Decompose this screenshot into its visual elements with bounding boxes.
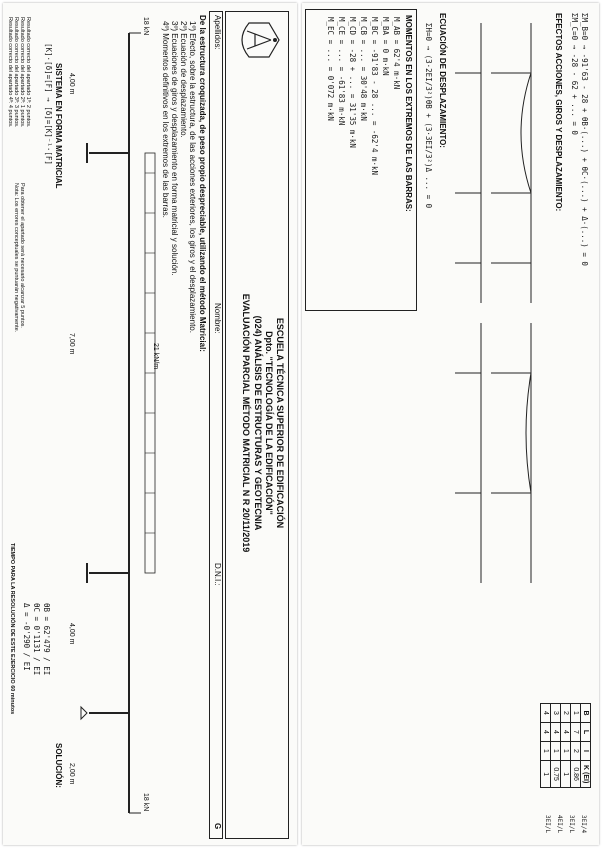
- equation-moment-b: ΣM_B=0 → -91'63 - 28 + θB·(...) + θC·(...) + Δ·(...) = 0: [580, 13, 589, 266]
- table-side-1: 3EI/4: [580, 815, 587, 834]
- fields-row: [209, 11, 223, 839]
- solution-theta-c: θC = 0'1131 / EI: [32, 603, 41, 676]
- solution-label: SOLUCIÓN:: [54, 743, 63, 788]
- group-field: G: [213, 823, 222, 830]
- table-cell: 7: [571, 723, 581, 742]
- equation-moment-c: ΣM_C=0 → -28 - 62 + ... = 0: [570, 13, 579, 135]
- table-cell: 1: [561, 742, 571, 761]
- table-row: [541, 704, 551, 788]
- task-4: 4º) Momentos definitivos en los extremos de las barras.: [161, 21, 170, 218]
- evaluation-title: EVALUACIÓN PARCIAL MÉTODO MATRICIAL N R 20/11/2019: [241, 293, 251, 553]
- solution-theta-b: θB = 62'479 / EI: [42, 603, 51, 676]
- moment-cb: M_CB = ... = 30'48 m·kN: [359, 17, 368, 121]
- moment-ba: M_BA = 0 m·kN: [381, 17, 390, 76]
- point-load-right: 18 kN: [142, 793, 149, 812]
- moment-bc: M_BC = -91'83 - 28 ... = -62'4 m·kN: [370, 17, 379, 176]
- dni-field[interactable]: D.N.I.:: [213, 563, 222, 586]
- table-side-2: 3EI/L: [568, 815, 575, 834]
- effects-section-title: EFECTOS ACCIONES, GIROS Y DESPLAZAMIENTO:: [554, 13, 563, 212]
- effects-sketch: [451, 13, 551, 593]
- displacement-section-title: ECUACIÓN DE DESPLAZAMIENTO:: [438, 13, 447, 148]
- table-cell: 2: [571, 742, 581, 761]
- table-side-3: 4EI/L: [556, 815, 563, 834]
- moment-ec: M_EC = ... = 0'072 m·kN: [326, 17, 335, 121]
- table-header-stiffness: K (EI): [581, 761, 591, 788]
- scoring-1: Resultado correcto del apartado 1º: 2 puntos.: [25, 17, 31, 128]
- stiffness-table: [540, 703, 591, 788]
- structure-diagram: [79, 13, 159, 843]
- name-field[interactable]: Nombre:: [213, 303, 222, 334]
- exam-statement-page: [3, 3, 297, 845]
- dim-span-1: 4,00 m: [68, 73, 75, 95]
- table-cell: 0.86: [571, 761, 581, 788]
- table-cell: 1: [561, 761, 571, 788]
- exam-statement-content: [3, 3, 297, 845]
- university-logo-icon: [233, 17, 283, 63]
- moment-ce: M_CE = ... = -61'83 m·kN: [337, 17, 346, 126]
- table-side-4: 3EI/L: [544, 815, 551, 834]
- scoring-3: Resultado correcto del apartado 3º: 3 puntos.: [13, 17, 19, 128]
- dim-span-4: 2,00 m: [68, 763, 75, 785]
- table-header-length: L: [581, 723, 591, 742]
- table-header-inertia: I: [581, 742, 591, 761]
- task-1: 1º) Efecto, sobre la estructura, de las acciones exteriores, los giros y el desplazamiento.: [188, 21, 197, 333]
- task-3: 3º) Ecuaciones de giros y desplazamiento en forma matricial y solución.: [170, 21, 179, 276]
- table-cell: 4: [561, 723, 571, 742]
- surnames-field[interactable]: Apellidos:: [213, 15, 222, 50]
- point-load-left: 18 kN: [142, 17, 149, 36]
- school-name: ESCUELA TÉCNICA SUPERIOR DE EDIFICACIÓN: [275, 317, 285, 529]
- table-header-bar: B: [581, 704, 591, 723]
- distributed-load-label: 21 kN/m: [152, 343, 159, 370]
- displacement-equation: ΣH=0 → (3·2EI/3²)θB + (3·3EI/3²)Δ ... = 0: [424, 23, 433, 209]
- solution-page: [302, 3, 599, 845]
- table-cell: 2: [561, 704, 571, 723]
- course-name: (024) ANÁLISIS DE ESTRUCTURAS Y GEOTECNIA: [253, 315, 263, 531]
- table-row: [571, 704, 581, 788]
- moment-cd: M_CD = -28 + ... = 31'35 m·kN: [348, 17, 357, 148]
- table-cell: 4: [551, 723, 561, 742]
- scoring-5: Para obtener el apartado será necesario alcanzar 5 puntos.: [19, 183, 25, 328]
- table-cell: 1: [571, 704, 581, 723]
- scoring-4: Resultado correcto del apartado 4º: 4 puntos.: [7, 17, 13, 128]
- table-cell: 1: [551, 742, 561, 761]
- scoring-2: Resultado correcto del apartado 2º: 1 puntos.: [19, 17, 25, 128]
- time-limit: TIEMPO PARA LA RESOLUCIÓN DE ESTE EJERCICIO 60 minutos: [9, 543, 15, 715]
- table-cell: 4: [541, 704, 551, 723]
- table-row: [561, 704, 571, 788]
- matrix-system-title: SISTEMA EN FORMA MATRICIAL: [54, 63, 63, 189]
- moment-ab: M_AB = 62'4 m·kN: [392, 17, 401, 90]
- dim-span-3: 4,00 m: [68, 623, 75, 645]
- problem-statement: De la estructura croquizada, de peso propio despreciable, utilizando el método Matricial:: [198, 15, 207, 352]
- table-row: [551, 704, 561, 788]
- matrix-equation: [K]·[δ]=[F] → [δ]=[K]⁻¹·[F]: [44, 43, 53, 165]
- solution-delta: Δ = -0'290 / EI: [22, 603, 31, 671]
- table-cell: 1: [541, 761, 551, 788]
- solution-content: [302, 3, 599, 845]
- department-name: Dpto. "TECNOLOGÍA DE LA EDIFICACIÓN": [264, 331, 274, 515]
- table-cell: 4: [541, 723, 551, 742]
- task-2: 2º) Ecuación de desplazamiento.: [179, 21, 188, 138]
- dim-span-2: 7,00 m: [68, 333, 75, 355]
- scoring-6: Nota: Los errores conceptuales se puntuarán negativamente.: [13, 183, 19, 333]
- moments-section-title: MOMENTOS EN LOS EXTREMOS DE LAS BARRAS:: [404, 15, 413, 212]
- table-cell: 3: [551, 704, 561, 723]
- table-cell: 1: [541, 742, 551, 761]
- table-cell: 0.75: [551, 761, 561, 788]
